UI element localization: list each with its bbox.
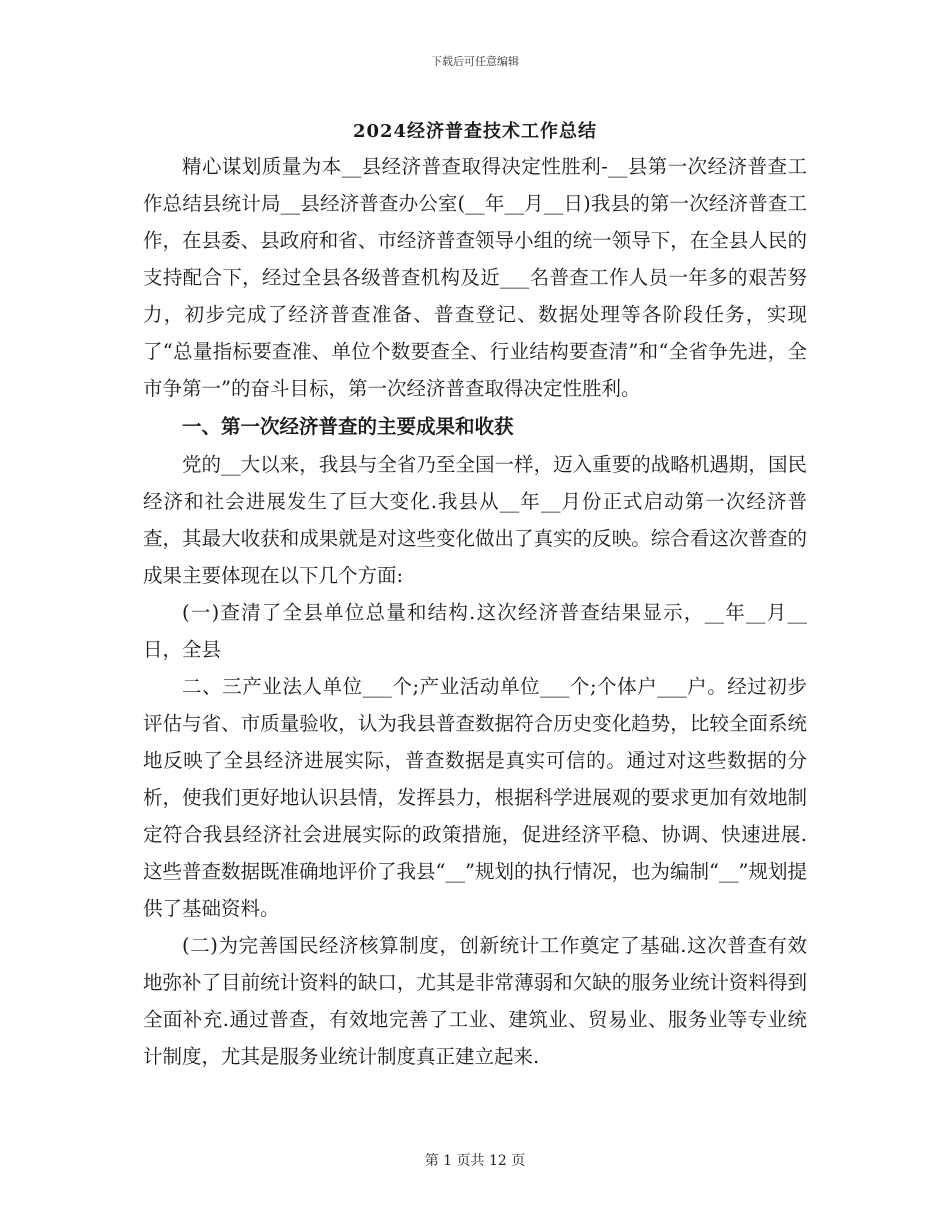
- paragraph-intro: 精心谋划质量为本__县经济普查取得决定性胜利-__县第一次经济普查工作总结县统计局__县经济普查办公室(__年__月__日)我县的第一次经济普查工作，在县委、县政府和省、市经济普查领导小组的统一领导下，在全县人民的支持配合下，经过全县各级普查机构及近___名普查工作人员一年多的艰苦努力，初步完成了经济普查准备、普查登记、数据处理等各阶段任务，实现了“总量指标要查准、单位个数要查全、行业结构要查清”和“全省争先进，全市争第一”的奋斗目标，第一次经济普查取得决定性胜利。: [143, 155, 807, 400]
- document-title: 2024经济普查技术工作总结: [352, 121, 598, 142]
- paragraph: 党的__大以来，我县与全省乃至全国一样，迈入重要的战略机遇期，国民经济和社会进展发生了巨大变化.我县从__年__月份正式启动第一次经济普查，其最大收获和成果就是对这些变化做出了真实的反映。综合看这次普查的成果主要体现在以下几个方面:: [143, 453, 807, 587]
- document-body: [143, 148, 807, 1075]
- page-number: 第 1 页共 12 页: [424, 1153, 526, 1169]
- page-header-note: 下载后可任意编辑: [431, 55, 519, 68]
- paragraph: (一)查清了全县单位总量和结构.这次经济普查结果显示，__年__月__日，全县: [143, 601, 807, 661]
- paragraph: 二、三产业法人单位___个;产业活动单位___个;个体户___户。经过初步评估与省、市质量验收，认为我县普查数据符合历史变化趋势，比较全面系统地反映了全县经济进展实际，普查数据是真实可信的。通过对这些数据的分析，使我们更好地认识县情，发挥县力，根据科学进展观的要求更加有效地制定符合我县经济社会进展实际的政策措施，促进经济平稳、协调、快速进展.这些普查数据既准确地评价了我县“__”规划的执行情况，也为编制“__”规划提供了基础资料。: [143, 675, 807, 920]
- section-heading: 一、第一次经济普查的主要成果和收获: [182, 415, 514, 438]
- paragraph: (二)为完善国民经济核算制度，创新统计工作奠定了基础.这次普查有效地弥补了目前统计资料的缺口，尤其是非常薄弱和欠缺的服务业统计资料得到全面补充.通过普查，有效地完善了工业、建筑业、贸易业、服务业等专业统计制度，尤其是服务业统计制度真正建立起来.: [143, 934, 807, 1068]
